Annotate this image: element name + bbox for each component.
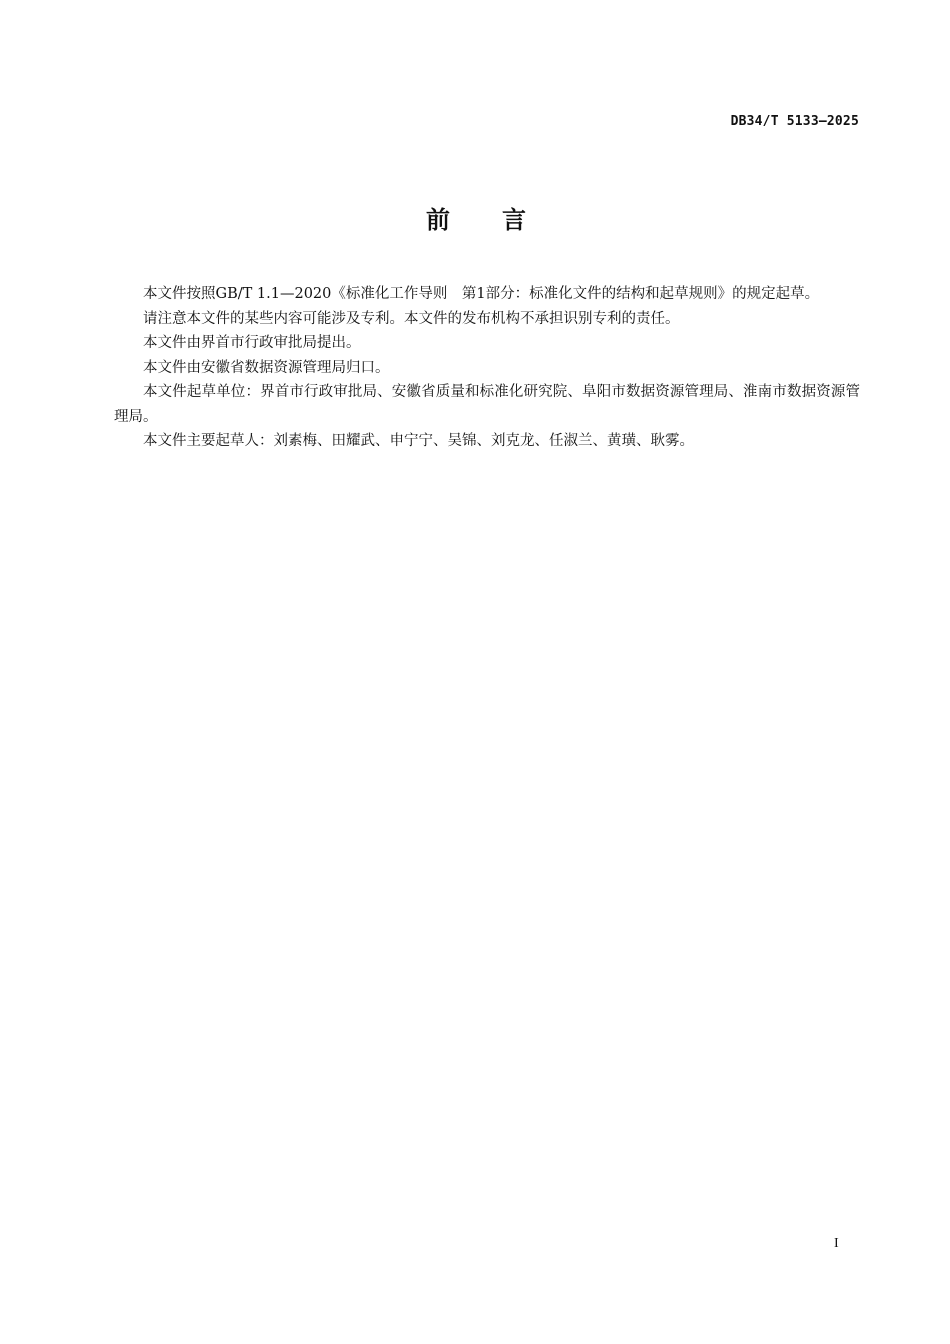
page-title: 前言 [426, 206, 578, 234]
page-number: I [834, 1236, 839, 1251]
paragraph-drafting-rules: 本文件按照GB/T 1.1—2020《标准化工作导则 第1部分：标准化文件的结构和起草规则》的规定起草。 [143, 286, 820, 302]
foreword-body [114, 282, 860, 454]
paragraph-patent-notice: 请注意本文件的某些内容可能涉及专利。本文件的发布机构不承担识别专利的责任。 [143, 310, 680, 327]
paragraph-centralized-unit: 本文件由安徽省数据资源管理局归口。 [143, 359, 390, 376]
paragraph-drafting-units: 本文件起草单位：界首市行政审批局、安徽省质量和标准化研究院、阜阳市数据资源管理局、淮南市数据资源管理局。 [114, 384, 860, 425]
paragraph-drafters: 本文件主要起草人：刘素梅、田耀武、申宁宁、吴锦、刘克龙、任淑兰、黄璜、耿雾。 [143, 433, 694, 449]
standard-code: DB34/T 5133—2025 [730, 114, 859, 129]
paragraph-proposer: 本文件由界首市行政审批局提出。 [143, 335, 361, 351]
